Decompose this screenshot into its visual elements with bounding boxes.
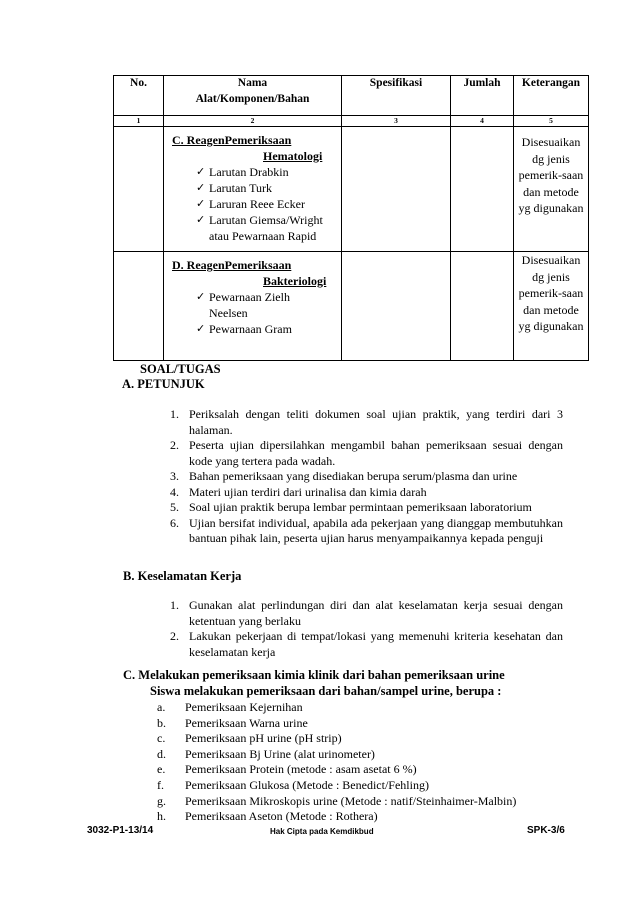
list-item: ✓ Larutan Turk bbox=[196, 181, 272, 195]
list-item: 1. Gunakan alat perlindungan diri dan alat keselamatan kerja sesuai dengan ketentuan yang berlaku bbox=[170, 598, 563, 628]
header-spesifikasi: Spesifikasi bbox=[342, 76, 451, 116]
petunjuk-list bbox=[170, 407, 563, 547]
checkmark-icon: ✓ bbox=[196, 181, 206, 194]
reagent-list bbox=[164, 289, 341, 337]
reagent-list bbox=[164, 164, 341, 244]
cell-spesifikasi bbox=[342, 127, 451, 252]
keselamatan-list bbox=[170, 598, 563, 660]
list-item: 6. Ujian bersifat individual, apabila ada pekerjaan yang dianggap membutuhkan bantuan pihak lain, peserta ujian harus menyampaikannya kepada penguji bbox=[170, 515, 563, 545]
section-c-subheading: Siswa melakukan pemeriksaan dari bahan/sampel urine, berupa : bbox=[150, 684, 502, 698]
table-header-row bbox=[114, 76, 589, 116]
table-row bbox=[114, 127, 589, 252]
row-subtitle: Bakteriologi bbox=[263, 274, 327, 288]
exam-list bbox=[157, 700, 516, 825]
checkmark-icon: ✓ bbox=[196, 213, 206, 226]
list-item: ✓ Pewarnaan Gram bbox=[196, 322, 292, 336]
column-number-row bbox=[114, 116, 589, 127]
cell-jumlah bbox=[451, 127, 514, 252]
keselamatan-heading: B. Keselamatan Kerja bbox=[123, 569, 242, 583]
col-number: 4 bbox=[451, 116, 514, 127]
header-nama: Nama Alat/Komponen/Bahan bbox=[164, 76, 342, 116]
header-keterangan: Keterangan bbox=[514, 76, 589, 116]
col-number: 2 bbox=[164, 116, 342, 127]
col-number: 5 bbox=[514, 116, 589, 127]
cell-no bbox=[114, 127, 164, 252]
col-number: 3 bbox=[342, 116, 451, 127]
soal-heading: SOAL/TUGAS bbox=[140, 362, 221, 376]
list-item: ✓ Larutan Giemsa/Wright atau Pewarnaan Rapid bbox=[196, 213, 323, 243]
row-subtitle: Hematologi bbox=[263, 149, 323, 163]
list-item: e. Pemeriksaan Protein (metode : asam asetat 6 %) bbox=[157, 762, 417, 777]
list-item: 2. Peserta ujian dipersilahkan mengambil bahan pemeriksaan sesuai dengan kode yang tertera pada wadah. bbox=[170, 438, 563, 468]
row-title: D. ReagenPemeriksaan bbox=[172, 258, 292, 272]
list-item: b. Pemeriksaan Warna urine bbox=[157, 715, 308, 730]
table-row bbox=[114, 252, 589, 361]
list-item: g. Pemeriksaan Mikroskopis urine (Metode : natif/Steinhaimer-Malbin) bbox=[157, 793, 517, 808]
checkmark-icon: ✓ bbox=[196, 322, 206, 335]
list-item: ✓ Laruran Reee Ecker bbox=[196, 197, 305, 211]
list-item: 4. Materi ujian terdiri dari urinalisa dan kimia darah bbox=[170, 484, 427, 499]
cell-no bbox=[114, 252, 164, 361]
list-item: h. Pemeriksaan Aseton (Metode : Rothera) bbox=[157, 809, 378, 824]
list-item: 5. Soal ujian praktik berupa lembar permintaan pemeriksaan laboratorium bbox=[170, 500, 532, 514]
checkmark-icon: ✓ bbox=[196, 290, 206, 303]
cell-keterangan: Disesuaikan dg jenis pemerik-saan dan metode yg digunakan bbox=[514, 252, 589, 361]
footer-code: 3032-P1-13/14 bbox=[87, 825, 154, 836]
section-c-heading: C. Melakukan pemeriksaan kimia klinik dari bahan pemeriksaan urine bbox=[123, 668, 505, 682]
list-item: c. Pemeriksaan pH urine (pH strip) bbox=[157, 731, 342, 746]
cell-jumlah bbox=[451, 252, 514, 361]
list-item: 3. Bahan pemeriksaan yang disediakan berupa serum/plasma dan urine bbox=[170, 469, 518, 483]
cell-nama bbox=[164, 252, 342, 361]
cell-nama bbox=[164, 127, 342, 252]
col-number: 1 bbox=[114, 116, 164, 127]
row-title: C. ReagenPemeriksaan bbox=[172, 133, 292, 147]
cell-spesifikasi bbox=[342, 252, 451, 361]
petunjuk-heading: A. PETUNJUK bbox=[122, 377, 205, 391]
list-item: 2. Lakukan pekerjaan di tempat/lokasi yang memenuhi kriteria kesehatan dan keselamatan kerja bbox=[170, 629, 563, 659]
footer-page: SPK-3/6 bbox=[527, 825, 565, 836]
checkmark-icon: ✓ bbox=[196, 197, 206, 210]
list-item: a. Pemeriksaan Kejernihan bbox=[157, 700, 303, 714]
list-item: 1. Periksalah dengan teliti dokumen soal ujian praktik, yang terdiri dari 3 halaman. bbox=[170, 407, 563, 437]
list-item: ✓ Larutan Drabkin bbox=[196, 165, 289, 179]
header-jumlah: Jumlah bbox=[451, 76, 514, 116]
list-item: d. Pemeriksaan Bj Urine (alat urinometer) bbox=[157, 746, 375, 761]
equipment-table bbox=[113, 75, 589, 361]
header-no: No. bbox=[114, 76, 164, 116]
footer-copyright: Hak Cipta pada Kemdikbud bbox=[270, 827, 374, 836]
cell-keterangan: Disesuaikan dg jenis pemerik-saan dan metode yg digunakan bbox=[514, 127, 589, 252]
list-item: f. Pemeriksaan Glukosa (Metode : Benedict/Fehling) bbox=[157, 777, 429, 792]
checkmark-icon: ✓ bbox=[196, 165, 206, 178]
list-item: ✓ Pewarnaan Zielh Neelsen bbox=[196, 290, 290, 320]
